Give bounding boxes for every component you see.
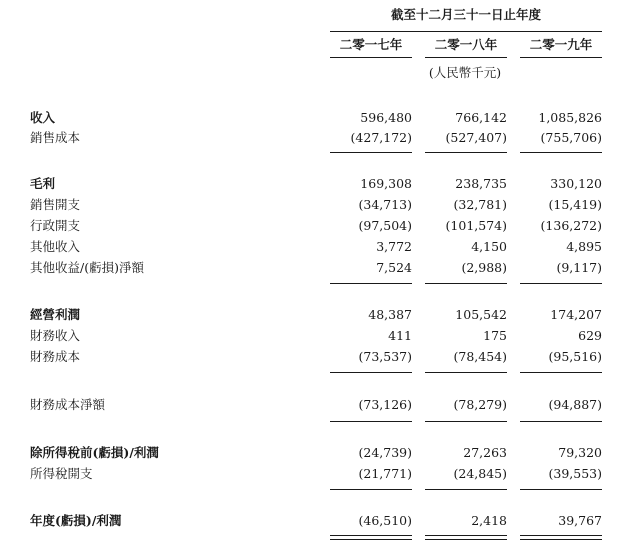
row-value-2018: (32,781) [453, 197, 507, 212]
row-value-2017: (46,510) [358, 513, 412, 528]
row-label: 經營利潤 [30, 307, 81, 322]
row-label: 財務成本 [30, 349, 81, 364]
subtotal-underline [330, 489, 412, 490]
row-value-2017: (427,172) [350, 130, 412, 145]
total-double-underline [330, 535, 412, 540]
row-value-2019: 79,320 [558, 445, 602, 460]
year-header-2018: 二零一八年 [434, 37, 498, 52]
subtotal-underline [425, 152, 507, 153]
row-value-2019: (9,117) [556, 260, 602, 275]
row-label: 行政開支 [30, 218, 81, 233]
row-value-2019: 1,085,826 [538, 110, 602, 125]
row-value-2019: 174,207 [550, 307, 602, 322]
row-value-2018: 105,542 [455, 307, 507, 322]
row-value-2018: (101,574) [445, 218, 507, 233]
row-value-2019: (39,553) [548, 466, 602, 481]
row-value-2017: 169,308 [360, 176, 412, 191]
row-value-2018: (2,988) [461, 260, 507, 275]
year-underline [330, 57, 412, 58]
row-label: 收入 [30, 110, 56, 125]
row-value-2017: (24,739) [358, 445, 412, 460]
row-value-2019: (15,419) [548, 197, 602, 212]
row-value-2018: 27,263 [463, 445, 507, 460]
year-header-2019: 二零一九年 [529, 37, 593, 52]
row-value-2019: 629 [578, 328, 602, 343]
unit-label: (人民幣千元) [428, 65, 502, 80]
row-value-2019: (95,516) [548, 349, 602, 364]
row-value-2018: (24,845) [453, 466, 507, 481]
subtotal-underline [425, 372, 507, 373]
header-divider [330, 31, 602, 32]
subtotal-underline [520, 283, 602, 284]
row-value-2019: (94,887) [548, 397, 602, 412]
row-value-2017: (73,126) [358, 397, 412, 412]
row-value-2019: (136,272) [540, 218, 602, 233]
row-value-2017: 48,387 [368, 307, 412, 322]
row-value-2017: (73,537) [358, 349, 412, 364]
row-value-2017: 596,480 [360, 110, 412, 125]
row-label: 其他收益/(虧損)淨額 [30, 260, 144, 275]
year-underline [425, 57, 507, 58]
row-value-2019: (755,706) [540, 130, 602, 145]
row-label: 年度(虧損)/利潤 [30, 513, 122, 528]
row-value-2018: (78,454) [453, 349, 507, 364]
row-value-2017: 3,772 [376, 239, 412, 254]
row-value-2018: 2,418 [471, 513, 507, 528]
row-label: 除所得稅前(虧損)/利潤 [30, 445, 159, 460]
row-value-2018: (527,407) [445, 130, 507, 145]
period-header: 截至十二月三十一日止年度 [390, 7, 541, 22]
row-value-2017: (34,713) [358, 197, 412, 212]
subtotal-underline [425, 421, 507, 422]
row-value-2018: (78,279) [453, 397, 507, 412]
total-double-underline [425, 535, 507, 540]
row-label: 銷售成本 [30, 130, 81, 145]
row-label: 其他收入 [30, 239, 81, 254]
subtotal-underline [330, 283, 412, 284]
row-label: 財務收入 [30, 328, 81, 343]
row-value-2019: 39,767 [558, 513, 602, 528]
row-value-2017: 7,524 [376, 260, 412, 275]
subtotal-underline [330, 421, 412, 422]
subtotal-underline [330, 152, 412, 153]
row-value-2017: (97,504) [358, 218, 412, 233]
year-underline [520, 57, 602, 58]
total-double-underline [520, 535, 602, 540]
row-value-2018: 766,142 [455, 110, 507, 125]
row-value-2017: 411 [388, 328, 412, 343]
row-label: 銷售開支 [30, 197, 81, 212]
subtotal-underline [330, 372, 412, 373]
row-value-2018: 238,735 [455, 176, 507, 191]
year-header-2017: 二零一七年 [339, 37, 403, 52]
row-value-2019: 330,120 [550, 176, 602, 191]
row-value-2019: 4,895 [566, 239, 602, 254]
subtotal-underline [520, 489, 602, 490]
subtotal-underline [520, 152, 602, 153]
subtotal-underline [520, 421, 602, 422]
row-label: 財務成本淨額 [30, 397, 106, 412]
subtotal-underline [520, 372, 602, 373]
subtotal-underline [425, 489, 507, 490]
subtotal-underline [425, 283, 507, 284]
row-label: 毛利 [30, 176, 56, 191]
row-value-2018: 175 [483, 328, 507, 343]
row-value-2017: (21,771) [358, 466, 412, 481]
row-label: 所得稅開支 [30, 466, 93, 481]
row-value-2018: 4,150 [471, 239, 507, 254]
